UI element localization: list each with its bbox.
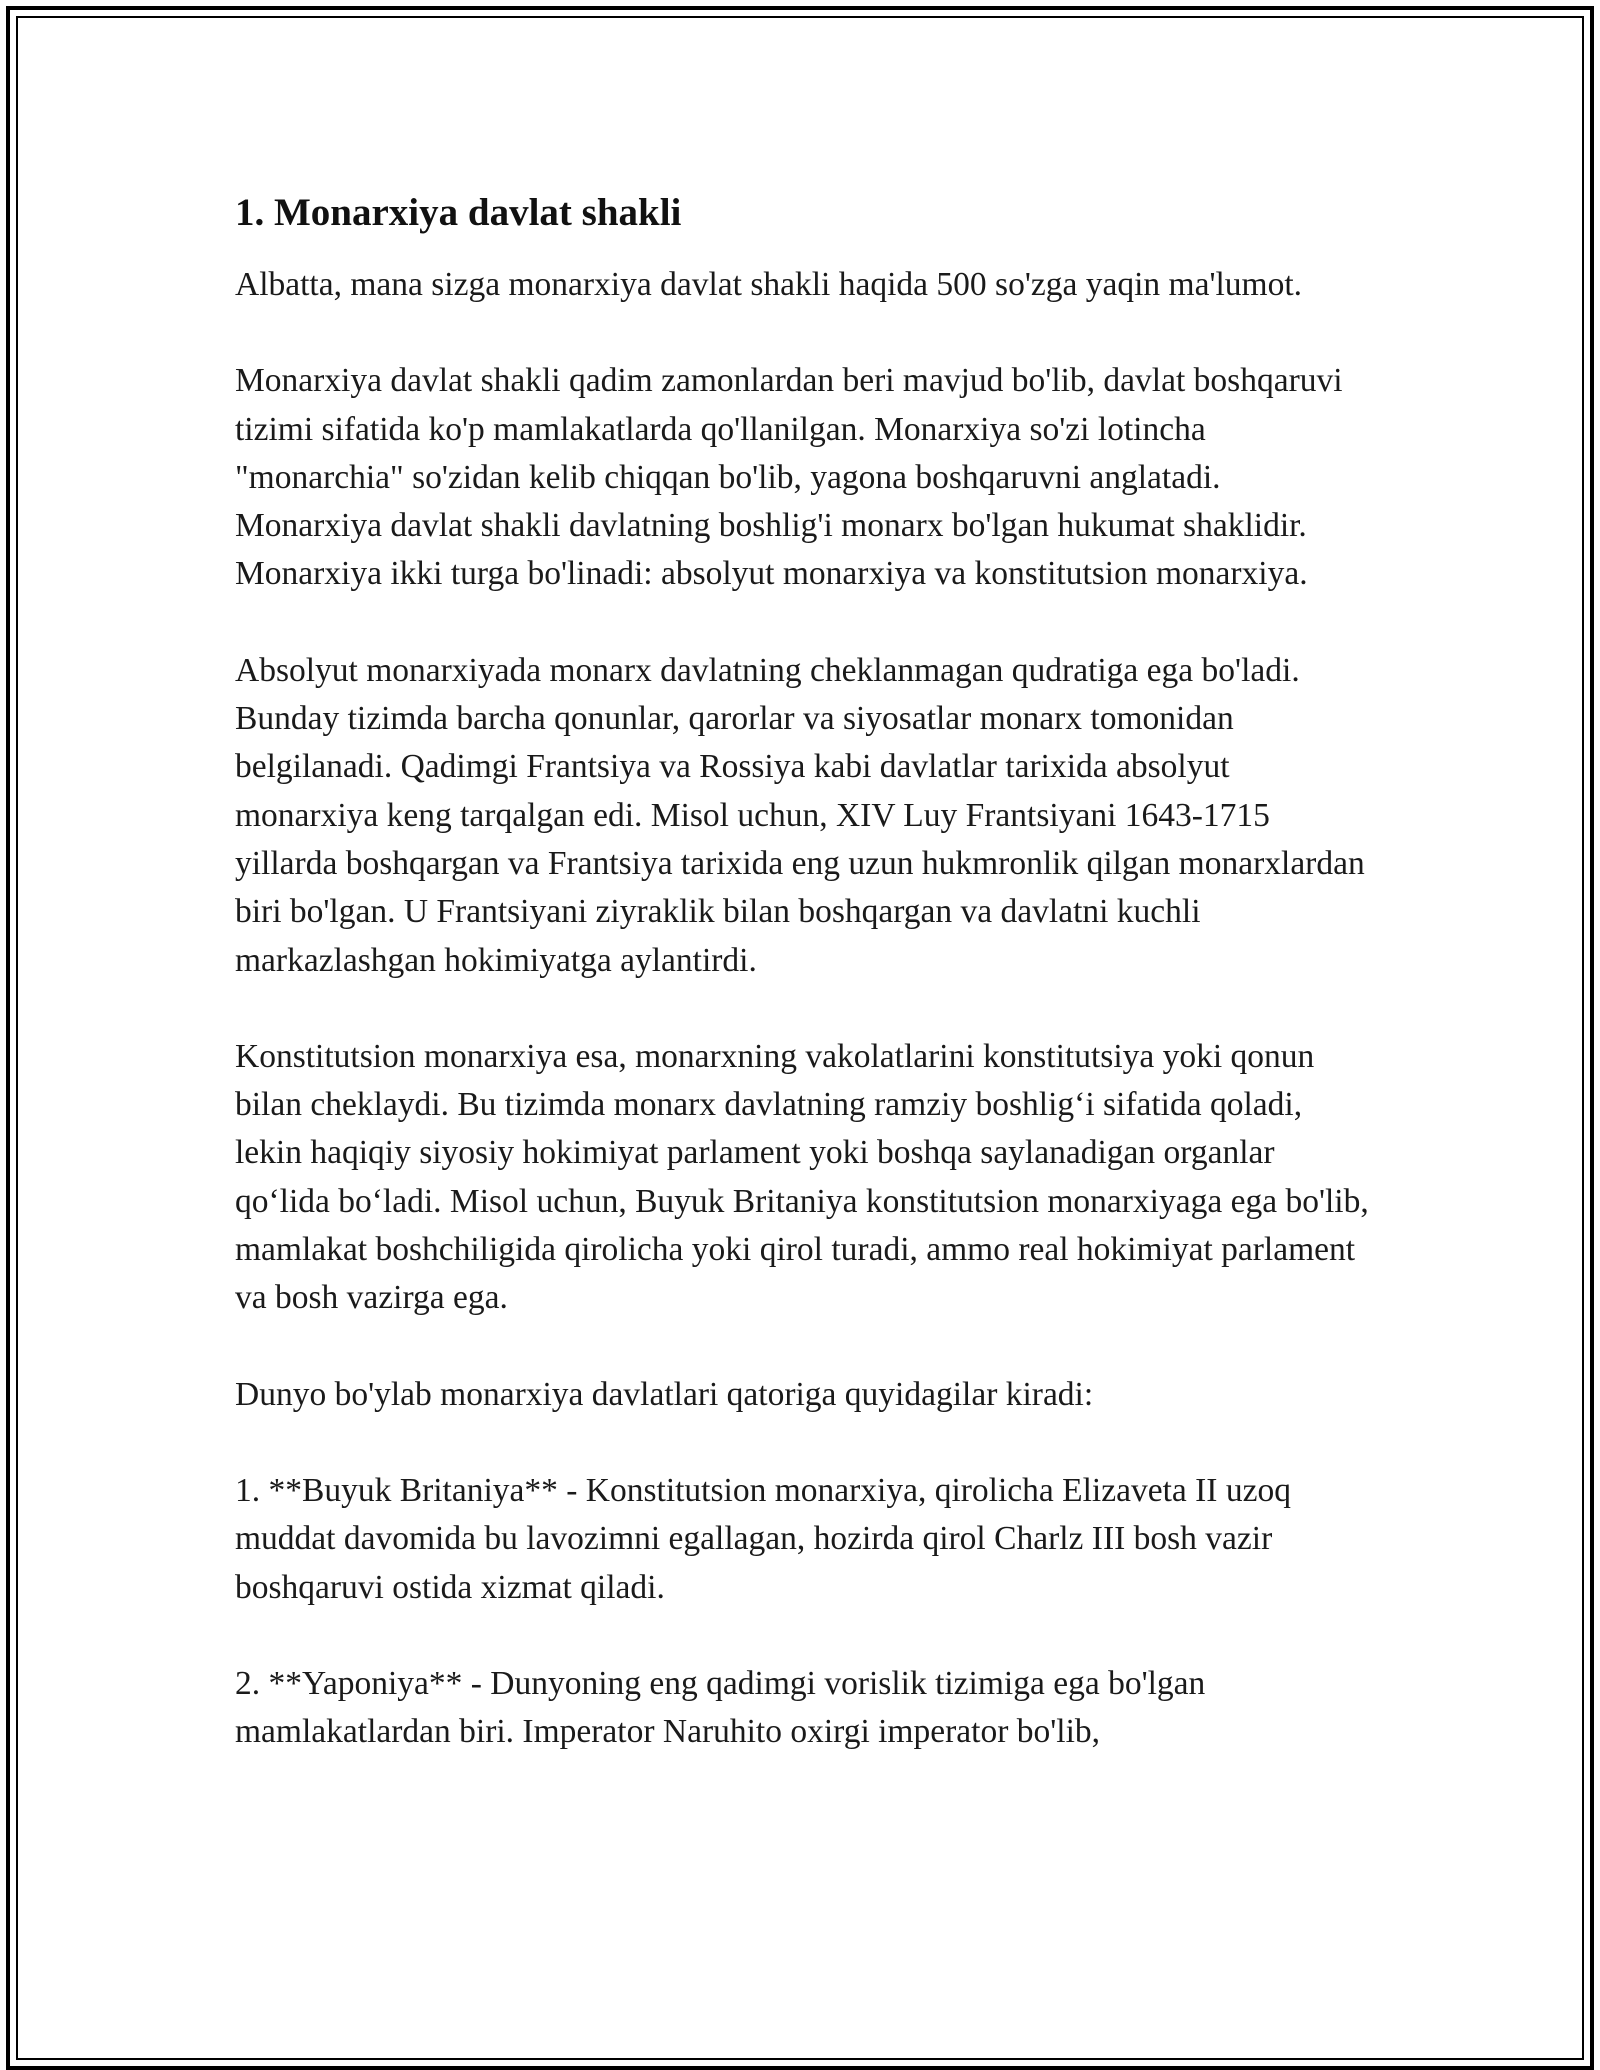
- paragraph-list-intro: Dunyo bo'ylab monarxiya davlatlari qatoriga quyidagilar kiradi:: [235, 1375, 1094, 1413]
- list-item-japan: 2. **Yaponiya** - Dunyoning eng qadimgi vorislik tizimiga ega bo'lgan mamlakatlardan biri. Imperator Naruhito oxirgi imperator bo'lib,: [235, 1664, 1206, 1751]
- paragraph-constitutional-monarchy: Konstitutsion monarxiya esa, monarxning vakolatlarini konstitutsiya yoki qonun bilan cheklaydi. Bu tizimda monarx davlatning ramziy boshlig‘i sifatida qoladi, lekin haqiqiy siyosiy hokimiyat parlament yoki boshqa saylanadigan organlar qo‘lida bo‘ladi. Misol uchun, Buyuk Britaniya konstitutsion monarxiyaga ega bo'lib, mamlakat boshchiligida qirolicha yoki qirol turadi, ammo real hokimiyat parlament va bosh vazirga ega.: [235, 1037, 1369, 1317]
- paragraph-definition: Monarxiya davlat shakli qadim zamonlardan beri mavjud bo'lib, davlat boshqaruvi tizimi sifatida ko'p mamlakatlarda qo'llanilgan. Monarxiya so'zi lotincha "monarchia" so'zidan kelib chiqqan bo'lib, yagona boshqaruvni anglatadi. Monarxiya davlat shakli davlatning boshlig'i monarx bo'lgan hukumat shaklidir. Monarxiya ikki turga bo'linadi: absolyut monarxiya va konstitutsion monarxiya.: [235, 362, 1343, 593]
- paragraph-absolute-monarchy: Absolyut monarxiyada monarx davlatning cheklanmagan qudratiga ega bo'ladi. Bunday tizimda barcha qonunlar, qarorlar va siyosatlar monarx tomonidan belgilanadi. Qadimgi Frantsiya va Rossiya kabi davlatlar tarixida absolyut monarxiya keng tarqalgan edi. Misol uchun, XIV Luy Frantsiyani 1643-1715 yillarda boshqargan va Frantsiya tarixida eng uzun hukmronlik qilgan monarxlardan biri bo'lgan. U Frantsiyani ziyraklik bilan boshqargan va davlatni kuchli markazlashgan hokimiyatga aylantirdi.: [235, 651, 1365, 979]
- document-heading: 1. Monarxiya davlat shakli: [235, 191, 682, 234]
- list-item-britain: 1. **Buyuk Britaniya** - Konstitutsion monarxiya, qirolicha Elizaveta II uzoq muddat davomida bu lavozimni egallagan, hozirda qirol Charlz III bosh vazir boshqaruvi ostida xizmat qiladi.: [235, 1471, 1291, 1606]
- paragraph-intro: Albatta, mana sizga monarxiya davlat shakli haqida 500 so'zga yaqin ma'lumot.: [235, 266, 1303, 303]
- document-body: [235, 185, 1375, 1804]
